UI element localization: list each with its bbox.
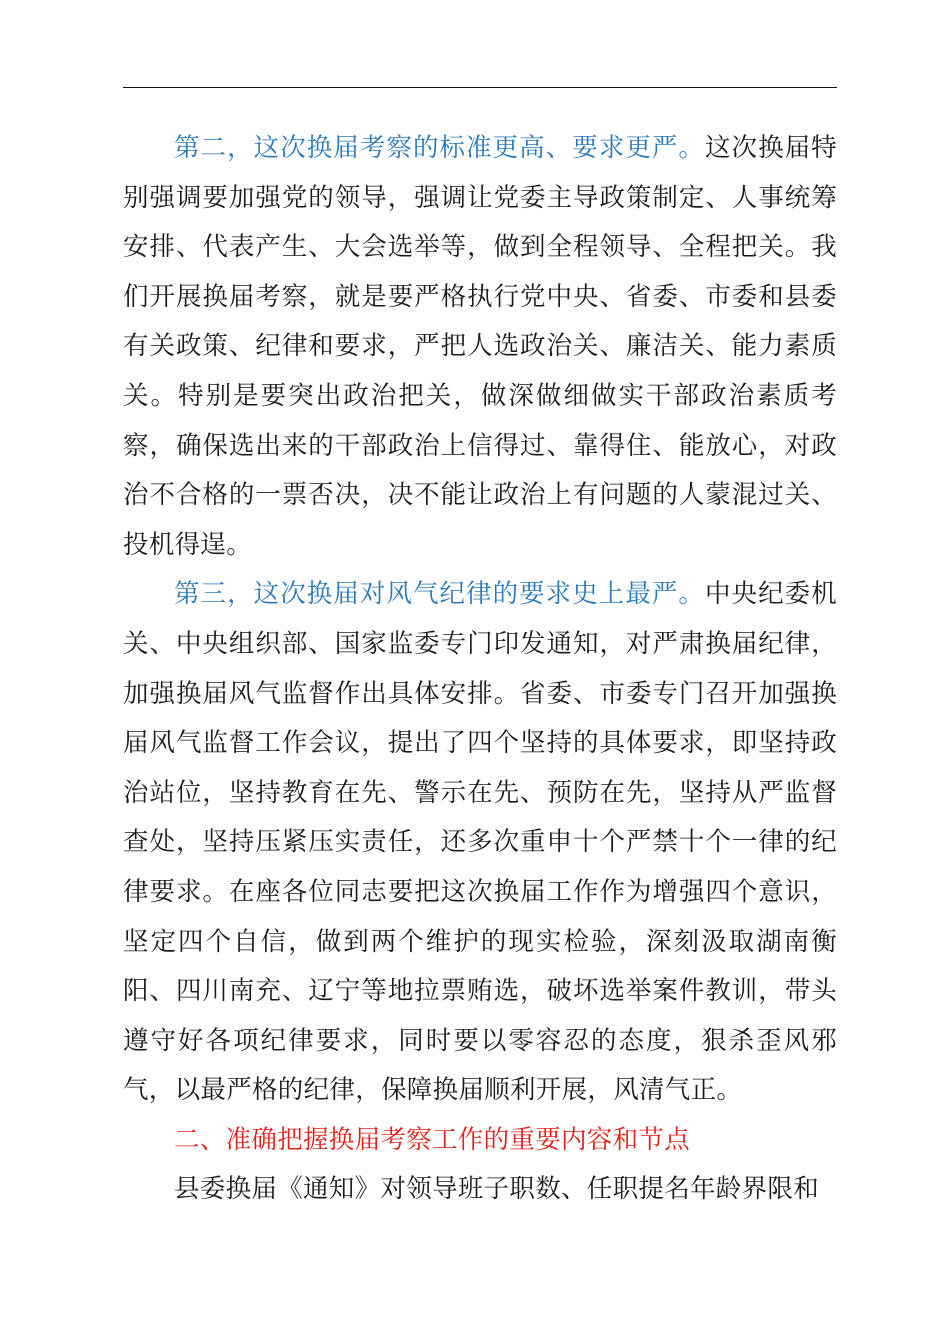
document-body — [123, 124, 837, 1215]
lead-sentence-second: 第二，这次换届考察的标准更高、要求更严。 — [174, 133, 705, 163]
paragraph-body-second: 这次换届特别强调要加强党的领导，强调让党委主导政策制定、人事统筹安排、代表产生、大会选举等，做到全程领导、全程把关。我们开展换届考察，就是要严格执行党中央、省委、市委和县委有关政策、纪律和要求，严把人选政治关、廉洁关、能力素质关。特别是要突出政治把关，做深做细做实干部政治素质考察，确保选出来的干部政治上信得过、靠得住、能放心，对政治不合格的一票否决，决不能让政治上有问题的人蒙混过关、投机得逞。 — [123, 133, 837, 560]
paragraph-third-point — [123, 570, 837, 1116]
paragraph-final: 县委换届《通知》对领导班子职数、任职提名年龄界限和 — [174, 1174, 820, 1205]
paragraph-body-third: 中央纪委机关、中央组织部、国家监委专门印发通知，对严肃换届纪律，加强换届风气监督作出具体安排。省委、市委专门召开加强换届风气监督工作会议，提出了四个坚持的具体要求，即坚持政治站位，坚持教育在先、警示在先、预防在先，坚持从严监督查处，坚持压紧压实责任，还多次重申十个严禁十个一律的纪律要求。在座各位同志要把这次换届工作作为增强四个意识，坚定四个自信，做到两个维护的现实检验，深刻汲取湖南衡阳、四川南充、辽宁等地拉票贿选，破坏选举案件教训，带头遵守好各项纪律要求，同时要以零容忍的态度，狠杀歪风邪气，以最严格的纪律，保障换届顺利开展，风清气正。 — [123, 579, 837, 1106]
paragraph-second-point — [123, 124, 837, 570]
section-heading: 二、准确把握换届考察工作的重要内容和节点 — [174, 1124, 691, 1155]
header-rule — [123, 87, 837, 88]
lead-sentence-third: 第三，这次换届对风气纪律的要求史上最严。 — [174, 579, 705, 610]
